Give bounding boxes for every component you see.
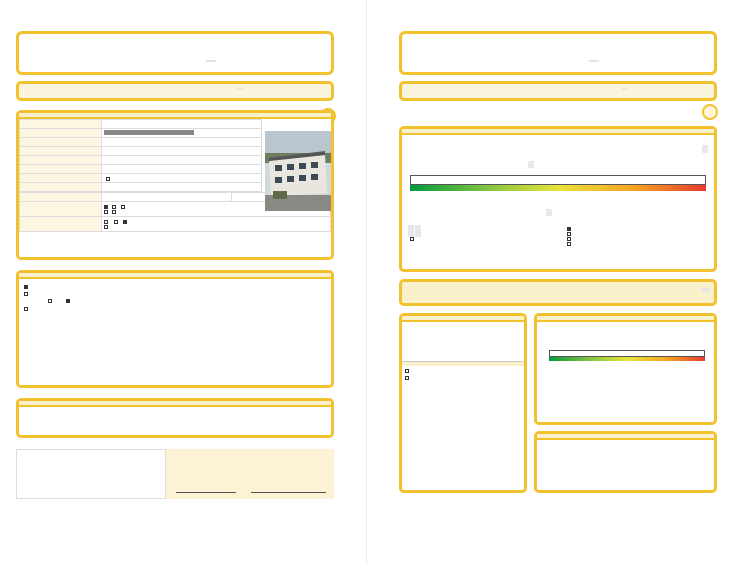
table-row xyxy=(20,156,262,165)
calc-bar xyxy=(399,81,717,101)
checkbox[interactable] xyxy=(567,242,571,246)
usage-hints-section xyxy=(16,398,334,438)
checkbox[interactable] xyxy=(405,369,409,373)
checkbox[interactable] xyxy=(106,177,110,181)
efficiency-class-scale xyxy=(410,175,706,185)
compare-gradient-bar xyxy=(549,357,705,361)
law-date xyxy=(206,60,216,62)
checkbox[interactable] xyxy=(405,376,409,380)
usage-hints-text xyxy=(19,407,331,411)
reg-number-2 xyxy=(622,88,628,90)
issuer-address xyxy=(16,449,166,499)
checkbox-checked[interactable] xyxy=(104,205,108,209)
checkbox[interactable] xyxy=(410,237,414,241)
building-table xyxy=(19,119,262,192)
final-energy-arrow-icon xyxy=(410,161,706,175)
primary-energy-arrow-icon xyxy=(410,191,706,201)
header-box xyxy=(16,31,334,75)
compare-heading xyxy=(537,316,714,322)
data-collection-row xyxy=(19,298,331,305)
eewg-table xyxy=(402,326,524,362)
table-row xyxy=(20,129,262,138)
checkbox[interactable] xyxy=(121,205,125,209)
checkbox[interactable] xyxy=(48,299,52,303)
checkbox[interactable] xyxy=(112,210,116,214)
checkbox-checked[interactable] xyxy=(24,285,28,289)
checkbox[interactable] xyxy=(24,292,28,296)
checkbox[interactable] xyxy=(567,237,571,241)
final-energy-box-value xyxy=(701,288,709,292)
calc-methods xyxy=(567,227,715,247)
footnotes-2-right xyxy=(549,499,719,503)
option-demand xyxy=(19,283,331,290)
redacted-address xyxy=(104,130,194,135)
checkbox[interactable] xyxy=(112,205,116,209)
eewg-section xyxy=(399,313,527,493)
table-row xyxy=(20,217,331,232)
checkbox[interactable] xyxy=(104,225,108,229)
table-row xyxy=(20,138,262,147)
compare-class-scale xyxy=(549,350,705,357)
checkbox[interactable] xyxy=(24,307,28,311)
explain-text xyxy=(537,440,714,444)
compare-labels xyxy=(547,374,707,419)
table-row xyxy=(20,147,262,156)
checkbox[interactable] xyxy=(567,232,571,236)
demand-section xyxy=(399,126,717,272)
checkbox-checked[interactable] xyxy=(66,299,70,303)
page-2 xyxy=(367,0,734,565)
compare-section xyxy=(534,313,717,425)
energy-scale xyxy=(410,175,706,202)
table-row xyxy=(20,183,262,192)
checkbox-checked[interactable] xyxy=(123,220,127,224)
quality-hints-section xyxy=(16,270,334,388)
option-consumption xyxy=(19,290,331,297)
signature-label xyxy=(251,492,326,493)
building-photo-image xyxy=(265,131,331,211)
checkbox[interactable] xyxy=(104,210,108,214)
checkbox[interactable] xyxy=(114,220,118,224)
building-section xyxy=(16,110,334,260)
table-row xyxy=(20,174,262,183)
demand-heading xyxy=(402,129,714,135)
reg-number xyxy=(237,88,243,90)
validity-bar xyxy=(16,81,334,101)
option-additional xyxy=(19,305,331,312)
compare-scale xyxy=(549,350,705,361)
co2-row xyxy=(702,143,708,152)
table-row xyxy=(20,120,262,129)
enev-requirements xyxy=(408,227,558,242)
issue-date-label xyxy=(176,492,236,493)
building-photo xyxy=(265,131,331,211)
checkbox-checked[interactable] xyxy=(567,227,571,231)
issuer-section xyxy=(16,449,334,499)
checkbox[interactable] xyxy=(104,220,108,224)
law-date-2 xyxy=(589,60,599,62)
header-box-2 xyxy=(399,31,717,75)
primary-energy-value-row xyxy=(546,210,553,216)
page-number-badge-2 xyxy=(702,104,718,120)
final-energy-box xyxy=(399,279,717,306)
table-row xyxy=(20,165,262,174)
explain-section xyxy=(534,431,717,493)
